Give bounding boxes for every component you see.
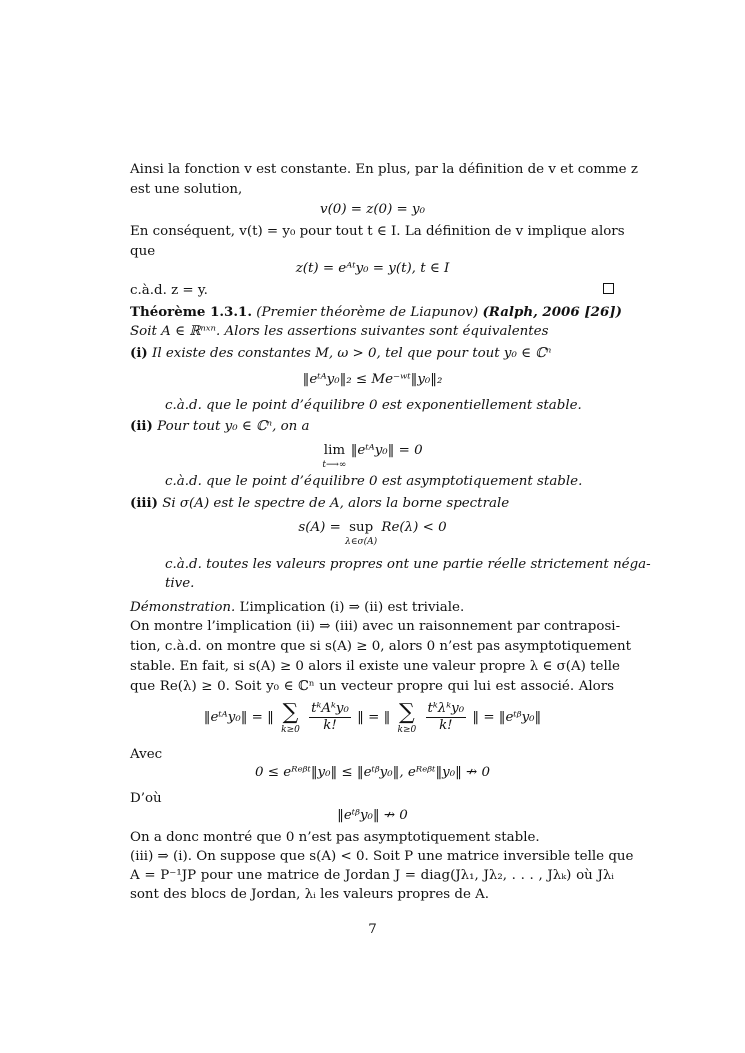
paragraph-line: Ainsi la fonction v est constante. En plus, par la définition de v et comme z (130, 162, 638, 177)
proof-line: (iii) ⇒ (i). On suppose que s(A) < 0. Soit P une matrice inversible telle que (130, 849, 634, 864)
assertion-i (130, 343, 614, 364)
theorem-intro: Soit A ∈ ℝⁿˣⁿ. Alors les assertions suivantes sont équivalentes (130, 324, 549, 339)
assertion-iii (130, 493, 614, 514)
assertion-note: c.à.d. que le point d’équilibre 0 est exponentiellement stable. (165, 398, 582, 413)
proof-line: Avec (130, 747, 163, 762)
assertion-ii (130, 416, 614, 437)
limit-expression: ‖eᵗᴬy₀‖ = 0 (350, 443, 423, 458)
assertion-text: Il existe des constantes M, ω > 0, tel que pour tout y₀ ∈ ℂⁿ (152, 346, 552, 361)
proof-label: Démonstration. (130, 600, 236, 615)
theorem-heading (130, 302, 622, 323)
sup-operator (345, 518, 377, 546)
paragraph-line: c.à.d. z = y. (130, 283, 208, 298)
sup-text: sup (349, 520, 374, 535)
sum-subscript: k≥0 (281, 724, 300, 735)
proof-line: que Re(λ) ≥ 0. Soit y₀ ∈ ℂⁿ un vecteur propre qui lui est associé. Alors (130, 679, 614, 694)
series-equation (0, 696, 745, 740)
limit-operator (322, 441, 346, 469)
proof-line: On montre l’implication (ii) ⇒ (iii) avec un raisonnement par contraposi- (130, 619, 621, 634)
assertion-note: c.à.d. que le point d’équilibre 0 est asymptotiquement stable. (165, 474, 583, 489)
proof-line: D’où (130, 791, 162, 806)
eq-part: ‖ = ‖ (357, 710, 391, 725)
lim-subscript: t⟶∞ (322, 460, 347, 470)
proof-line: sont des blocs de Jordan, λᵢ les valeurs propres de A. (130, 887, 490, 902)
equation: v(0) = z(0) = y₀ (320, 202, 425, 217)
equation: z(t) = eᴬᵗy₀ = y(t), t ∈ I (295, 261, 450, 276)
assertion-note: c.à.d. toutes les valeurs propres ont une partie réelle strictement néga- (165, 557, 651, 572)
sum-subscript: k≥0 (397, 724, 417, 735)
numerator: tᵏAᵏy₀ (311, 701, 349, 716)
eq-right: Re(λ) < 0 (381, 520, 447, 535)
sum-operator (398, 701, 417, 735)
assertion-text: Si σ(A) est le spectre de A, alors la borne spectrale (162, 496, 510, 511)
eq-part: ‖ = ‖eᵗᵝy₀‖ (472, 710, 542, 725)
assertion-label: (i) (130, 345, 148, 361)
equation: 0 ≤ eᴿᵉᵝᵗ‖y₀‖ ≤ ‖eᵗᵝy₀‖, eᴿᵉᵝᵗ‖y₀‖ ↛ 0 (254, 765, 491, 780)
assertion-note: tive. (165, 576, 195, 591)
paragraph-line: En conséquent, v(t) = y₀ pour tout t ∈ I. La définition de v implique alors (130, 224, 625, 239)
denominator: k! (439, 718, 453, 733)
theorem-reference: (Ralph, 2006 [26]) (482, 304, 622, 320)
qed-symbol (603, 283, 614, 294)
theorem-name: (Premier théorème de Liapunov) (256, 305, 479, 320)
proof-line: tion, c.à.d. on montre que si s(A) ≥ 0, alors 0 n’est pas asymptotiquement (130, 639, 631, 654)
lim-text: lim (323, 443, 346, 458)
paragraph-line: est une solution, (130, 182, 243, 197)
sup-subscript: λ∈σ(A) (345, 537, 378, 547)
proof-line: A = P⁻¹JP pour une matrice de Jordan J = diag(Jλ₁, Jλ₂, . . . , Jλₖ) où Jλᵢ (130, 868, 614, 883)
assertion-label: (iii) (130, 495, 158, 511)
proof-line: stable. En fait, si s(A) ≥ 0 alors il existe une valeur propre λ ∈ σ(A) telle (130, 659, 620, 674)
eq-part: ‖eᵗᴬy₀‖ = ‖ (203, 710, 274, 725)
proof-line: On a donc montré que 0 n’est pas asymptotiquement stable. (130, 830, 540, 845)
eq-left: s(A) = (298, 520, 341, 535)
sum-operator (281, 701, 300, 735)
page-number: 7 (368, 922, 377, 937)
assertion-text: Pour tout y₀ ∈ ℂⁿ, on a (157, 419, 310, 434)
proof-text: L’implication (i) ⇒ (ii) est triviale. (239, 600, 465, 615)
fraction (426, 701, 467, 734)
limit-equation (0, 441, 745, 469)
theorem-label: Théorème 1.3.1. (130, 304, 253, 320)
sum-symbol: ∑ (399, 699, 415, 725)
equation: ‖eᵗᵝy₀‖ ↛ 0 (337, 808, 408, 823)
paragraph-line: que (130, 244, 156, 259)
sum-symbol: ∑ (282, 699, 299, 725)
proof-start (130, 598, 614, 618)
fraction (309, 701, 351, 734)
spectral-bound-equation (0, 518, 745, 546)
numerator: tᵏλᵏy₀ (427, 701, 465, 716)
assertion-label: (ii) (130, 418, 153, 434)
equation: ‖eᵗᴬy₀‖₂ ≤ Me⁻ʷᵗ‖y₀‖₂ (302, 372, 443, 387)
denominator: k! (323, 718, 337, 733)
